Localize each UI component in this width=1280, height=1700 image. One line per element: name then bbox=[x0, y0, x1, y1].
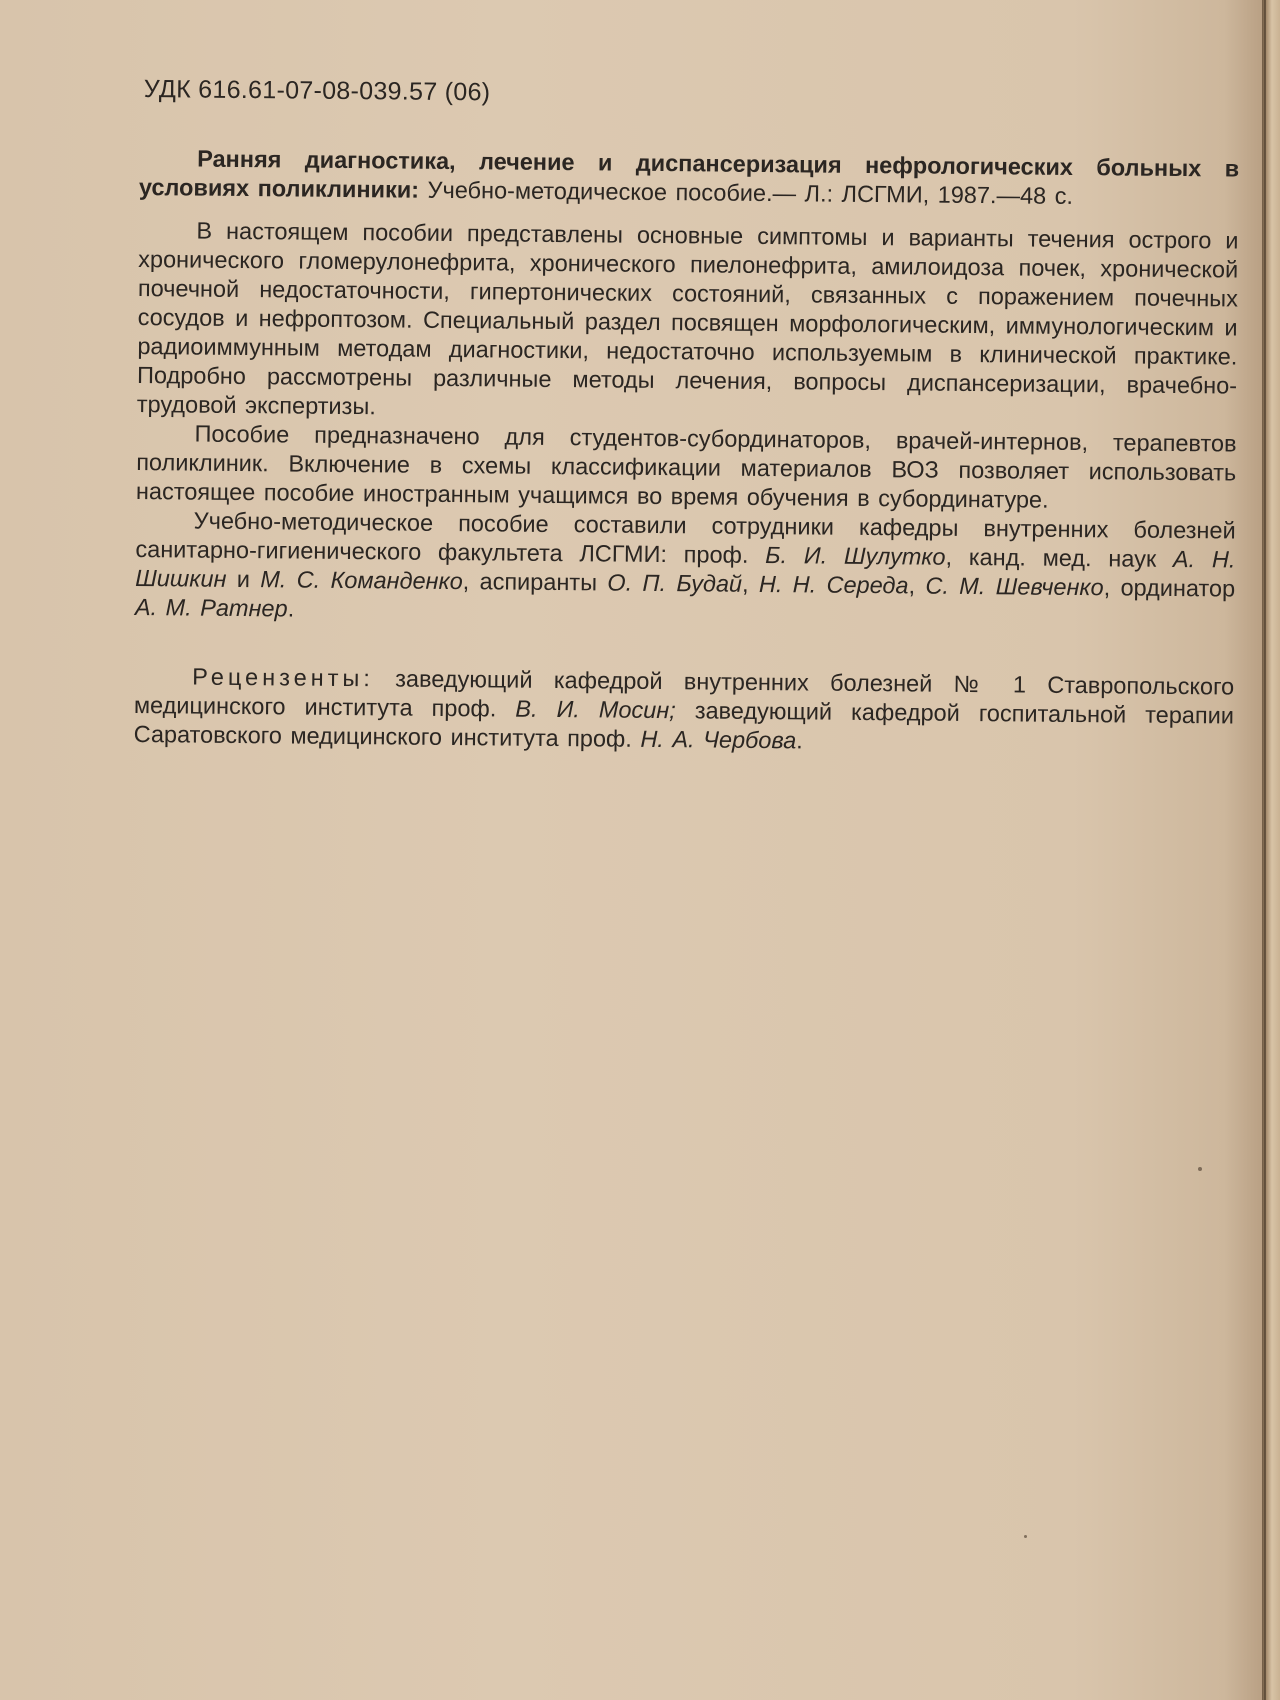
bibliographic-description bbox=[139, 144, 1240, 213]
author-name: А. М. Ратнер bbox=[134, 593, 288, 622]
author-name: А. Н. Шишкин bbox=[135, 545, 1236, 592]
paper-speck bbox=[1198, 1167, 1202, 1171]
paragraph-end: . bbox=[796, 727, 803, 754]
author-name: Н. Н. Середа bbox=[758, 570, 909, 599]
reviewer-name: Н. А. Чербова bbox=[640, 725, 797, 754]
author-separator: , bbox=[908, 572, 926, 599]
abstract-paragraph-2: Пособие предназначено для студентов-субординаторов, врачей-интернов, терапевтов поликлиник. Включение в схемы классификации материалов ВОЗ позволяет использовать настоящее пособие иностранным учащимся во время обучения в субординатуре. bbox=[135, 420, 1237, 513]
abstract-paragraph-3 bbox=[135, 506, 1236, 633]
udc-code: УДК 616.61-07-08-039.57 (06) bbox=[143, 75, 491, 107]
page-content bbox=[134, 75, 1240, 760]
page-edge-line bbox=[1264, 0, 1266, 1700]
authors-intro: Учебно-методическое пособие составили сотрудники кафедры внутренних болезней санитарно-гигиенического факультета ЛСГМИ: проф. bbox=[135, 507, 1236, 569]
publication-details: Учебно-методическое пособие.— Л.: ЛСГМИ, 1987.—48 с. bbox=[418, 176, 1074, 209]
author-separator: , аспиранты bbox=[462, 568, 608, 596]
reviewer-description: заведующий кафедрой внутренних болезней № 1 Ставропольского медицинского института проф. bbox=[133, 665, 1235, 722]
reviewer-name: В. И. Мосин; bbox=[515, 695, 676, 724]
author-separator: и bbox=[226, 565, 261, 593]
reviewers-label: Рецензенты: bbox=[192, 663, 375, 692]
author-separator: , bbox=[741, 570, 760, 597]
book-title: Ранняя диагностика, лечение и диспансеризация нефрологических больных в условиях поликлиники: bbox=[138, 145, 1240, 203]
author-name: М. С. Команденко bbox=[260, 566, 463, 595]
author-name: Б. И. Шулутко bbox=[765, 542, 946, 570]
author-name: О. П. Будай bbox=[607, 569, 743, 597]
paragraph-end: . bbox=[287, 595, 295, 622]
author-separator: , канд. мед. наук bbox=[945, 543, 1174, 572]
author-name: С. М. Шевченко bbox=[925, 572, 1104, 601]
reviewer-description: заведующий кафедрой госпитальной терапии Саратовского медицинского института проф. bbox=[133, 697, 1235, 752]
abstract-paragraph-1: В настоящем пособии представлены основные симптомы и варианты течения острого и хронического гломерулонефрита, хронического пиелонефрита, амилоидоза почек, хронической почечной недостаточности, гипертонических состояний, связанных с поражением почечных сосудов и нефроптозом. Специальный раздел посвящен морфологическим, иммунологическим и радиоиммунным методам диагностики, недостаточно используемым в клинической практике. Подробно рассмотрены различные методы лечения, вопросы диспансеризации, врачебно-трудовой экспертизы. bbox=[136, 217, 1239, 420]
reviewers-paragraph bbox=[134, 662, 1235, 760]
paper-speck bbox=[1024, 1535, 1027, 1538]
author-separator: , ординатор bbox=[1103, 574, 1236, 602]
